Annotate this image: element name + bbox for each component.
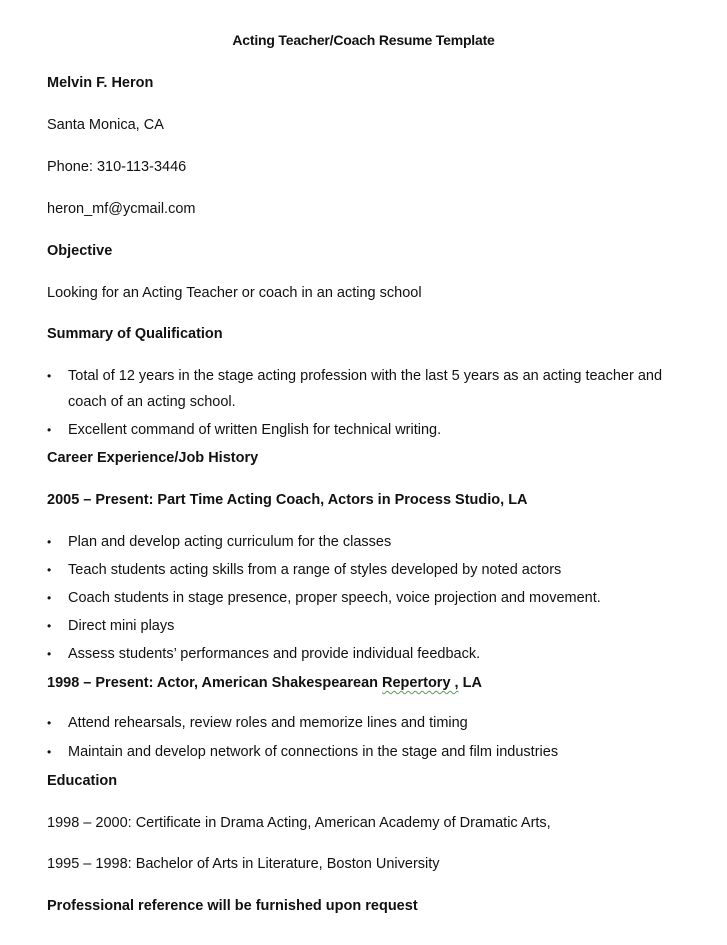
summary-item-text: Excellent command of written English for technical writing.	[68, 422, 442, 438]
career-heading: Career Experience/Job History	[47, 450, 259, 466]
list-item	[47, 613, 697, 639]
bullet-icon: •	[47, 535, 52, 549]
job-duty-text: Maintain and develop network of connections in the stage and film industries	[68, 744, 559, 760]
candidate-name: Melvin F. Heron	[47, 75, 154, 91]
job-header	[47, 674, 482, 692]
education-heading: Education	[47, 773, 118, 789]
bullet-icon: •	[47, 369, 52, 383]
objective-text: Looking for an Acting Teacher or coach in an acting school	[47, 285, 422, 301]
bullet-icon: •	[47, 423, 52, 437]
bullet-icon: •	[47, 716, 52, 730]
bullet-icon: •	[47, 619, 52, 633]
job-header-suffix: LA	[458, 675, 482, 691]
list-item	[47, 641, 697, 667]
spellcheck-flagged-word: Repertory ,	[382, 675, 459, 691]
bullet-icon: •	[47, 563, 52, 577]
list-item	[47, 585, 697, 611]
list-item	[47, 363, 697, 415]
candidate-phone: Phone: 310-113-3446	[47, 159, 187, 175]
job-duty-text: Coach students in stage presence, proper speech, voice projection and movement.	[68, 590, 601, 606]
bullet-icon: •	[47, 591, 52, 605]
summary-item-text: Total of 12 years in the stage acting profession with the last 5 years as an acting teacher and coach of an acting school.	[68, 368, 663, 410]
candidate-location: Santa Monica, CA	[47, 117, 164, 133]
bullet-icon: •	[47, 745, 52, 759]
objective-heading: Objective	[47, 243, 113, 259]
list-item	[47, 529, 697, 555]
job-duty-text: Direct mini plays	[68, 618, 175, 634]
bullet-icon: •	[47, 647, 52, 661]
list-item	[47, 557, 697, 583]
list-item	[47, 739, 697, 765]
job-duty-text: Attend rehearsals, review roles and memorize lines and timing	[68, 715, 468, 731]
job-header-prefix: 1998 – Present: Actor, American Shakespearean	[47, 675, 383, 691]
document-title: Acting Teacher/Coach Resume Template	[232, 32, 495, 48]
job-header: 2005 – Present: Part Time Acting Coach, Actors in Process Studio, LA	[47, 492, 528, 508]
education-item: 1998 – 2000: Certificate in Drama Acting, American Academy of Dramatic Arts,	[47, 815, 551, 831]
job-duty-text: Teach students acting skills from a range of styles developed by noted actors	[68, 562, 562, 578]
list-item	[47, 417, 697, 443]
job-duty-text: Assess students’ performances and provide individual feedback.	[68, 646, 481, 662]
reference-note: Professional reference will be furnished upon request	[47, 898, 418, 914]
candidate-email: heron_mf@ycmail.com	[47, 201, 196, 217]
job-duty-text: Plan and develop acting curriculum for the classes	[68, 534, 392, 550]
summary-heading: Summary of Qualification	[47, 326, 223, 342]
list-item	[47, 710, 697, 736]
education-item: 1995 – 1998: Bachelor of Arts in Literature, Boston University	[47, 856, 440, 872]
